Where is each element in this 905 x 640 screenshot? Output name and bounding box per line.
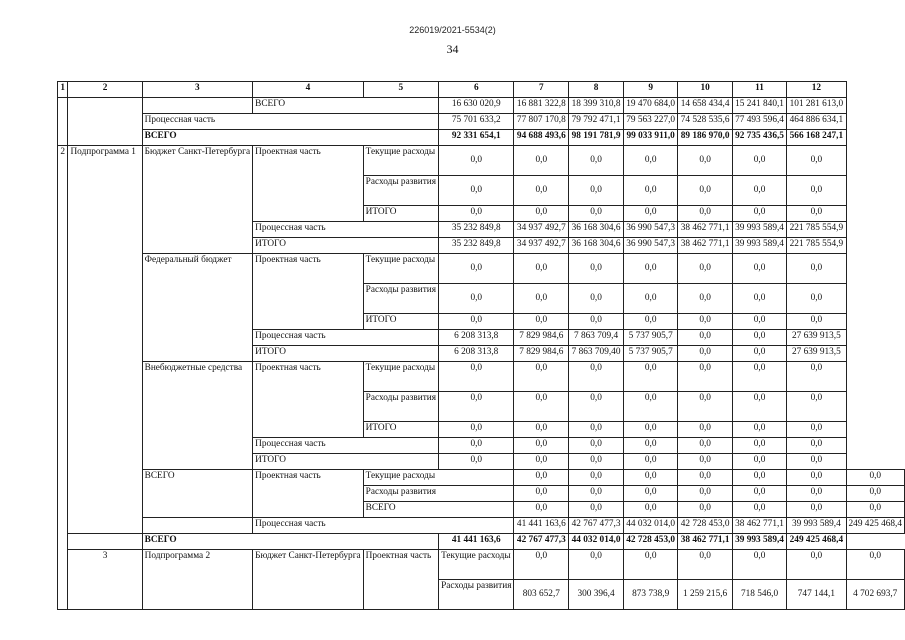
value-cell: 0,0 [569, 284, 624, 314]
value-cell: 77 807 170,8 [514, 114, 569, 130]
cell-empty [58, 98, 68, 146]
value-cell: 0,0 [623, 470, 677, 486]
expense-label: Текущие расходы [363, 146, 438, 176]
value-cell: 99 033 911,0 [623, 130, 677, 146]
part-label: Проектная часть [363, 550, 438, 610]
value-cell: 0,0 [623, 146, 677, 176]
value-cell: 0,0 [514, 284, 569, 314]
cell-empty [142, 98, 253, 114]
source-label: Внебюджетные средства [142, 362, 253, 470]
value-cell: 0,0 [787, 422, 846, 438]
value-cell: 16 881 322,8 [514, 98, 569, 114]
row-label: ИТОГО [253, 346, 439, 362]
value-cell: 0,0 [678, 330, 732, 346]
col-7: 7 [514, 82, 569, 98]
value-cell: 0,0 [569, 254, 624, 284]
value-cell: 0,0 [678, 454, 732, 470]
value-cell: 0,0 [787, 176, 846, 206]
value-cell: 34 937 492,7 [514, 222, 569, 238]
value-cell: 0,0 [439, 146, 514, 176]
column-number-row [58, 82, 905, 98]
row-label: ВСЕГО [142, 130, 438, 146]
value-cell: 0,0 [569, 362, 624, 392]
value-cell: 221 785 554,9 [787, 222, 846, 238]
part-label: Проектная часть [253, 362, 364, 438]
value-cell: 6 208 313,8 [439, 346, 514, 362]
value-cell: 0,0 [569, 454, 624, 470]
value-cell: 0,0 [623, 284, 677, 314]
value-cell: 0,0 [678, 146, 732, 176]
row-label: Процессная часть [253, 518, 514, 534]
value-cell: 0,0 [439, 438, 514, 454]
value-cell: 7 863 709,40 [569, 346, 624, 362]
value-cell: 92 331 654,1 [439, 130, 514, 146]
value-cell: 0,0 [678, 314, 732, 330]
value-cell: 0,0 [678, 346, 732, 362]
row-label: Процессная часть [253, 222, 439, 238]
value-cell: 94 688 493,6 [514, 130, 569, 146]
table-row [58, 130, 905, 146]
value-cell: 0,0 [439, 176, 514, 206]
value-cell: 300 396,4 [569, 580, 624, 610]
value-cell: 0,0 [439, 254, 514, 284]
source-label: Бюджет Санкт-Петербурга [253, 550, 364, 610]
expense-label: ВСЕГО [363, 502, 514, 518]
value-cell: 38 462 771,1 [678, 534, 732, 550]
table-row [58, 98, 905, 114]
value-cell: 0,0 [787, 206, 846, 222]
value-cell: 89 186 970,0 [678, 130, 732, 146]
value-cell: 27 639 913,5 [787, 346, 846, 362]
value-cell: 221 785 554,9 [787, 238, 846, 254]
value-cell: 0,0 [514, 550, 569, 580]
value-cell: 39 993 589,4 [732, 222, 786, 238]
expense-label: Расходы развития [439, 580, 514, 610]
value-cell: 0,0 [569, 206, 624, 222]
value-cell: 0,0 [623, 206, 677, 222]
table-row [58, 362, 905, 392]
row-number: 3 [68, 550, 142, 610]
value-cell: 19 470 684,0 [623, 98, 677, 114]
value-cell: 0,0 [439, 206, 514, 222]
expense-label: ИТОГО [363, 206, 438, 222]
part-label: Проектная часть [253, 146, 364, 222]
value-cell: 0,0 [732, 454, 786, 470]
value-cell: 7 829 984,6 [514, 346, 569, 362]
value-cell: 0,0 [678, 422, 732, 438]
value-cell: 36 168 304,6 [569, 222, 624, 238]
cell-empty [68, 98, 142, 146]
value-cell: 0,0 [439, 284, 514, 314]
value-cell: 0,0 [732, 422, 786, 438]
value-cell: 42 767 477,3 [514, 534, 569, 550]
value-cell: 7 829 984,6 [514, 330, 569, 346]
value-cell: 0,0 [623, 438, 677, 454]
value-cell: 0,0 [732, 362, 786, 392]
value-cell: 803 652,7 [514, 580, 569, 610]
subprogram-name: Подпрограмма 2 [142, 550, 253, 610]
expense-label: Текущие расходы [363, 470, 514, 486]
value-cell: 0,0 [623, 362, 677, 392]
value-cell: 0,0 [569, 502, 624, 518]
col-6: 6 [439, 82, 514, 98]
value-cell: 0,0 [439, 454, 514, 470]
value-cell: 39 993 589,4 [732, 534, 786, 550]
table-row [58, 550, 905, 580]
col-5: 5 [363, 82, 438, 98]
source-label: Федеральный бюджет [142, 254, 253, 362]
value-cell: 0,0 [623, 314, 677, 330]
table-row [58, 470, 905, 486]
value-cell: 0,0 [787, 362, 846, 392]
value-cell: 0,0 [514, 470, 569, 486]
col-4: 4 [253, 82, 364, 98]
value-cell: 0,0 [732, 330, 786, 346]
value-cell: 0,0 [846, 470, 904, 486]
value-cell: 92 735 436,5 [732, 130, 786, 146]
value-cell: 0,0 [732, 284, 786, 314]
value-cell: 566 168 247,1 [787, 130, 846, 146]
value-cell: 0,0 [732, 146, 786, 176]
value-cell: 42 767 477,3 [569, 518, 624, 534]
value-cell: 0,0 [678, 206, 732, 222]
table-row [58, 534, 905, 550]
value-cell: 39 993 589,4 [787, 518, 846, 534]
value-cell: 0,0 [732, 502, 786, 518]
col-11: 11 [732, 82, 786, 98]
value-cell: 0,0 [514, 314, 569, 330]
value-cell: 0,0 [623, 454, 677, 470]
value-cell: 0,0 [439, 422, 514, 438]
value-cell: 0,0 [732, 470, 786, 486]
value-cell: 5 737 905,7 [623, 346, 677, 362]
value-cell: 42 728 453,0 [623, 534, 677, 550]
expense-label: Текущие расходы [363, 362, 438, 392]
row-label: Процессная часть [253, 330, 439, 346]
value-cell: 0,0 [623, 486, 677, 502]
expense-label: Текущие расходы [363, 254, 438, 284]
value-cell: 39 993 589,4 [732, 238, 786, 254]
value-cell: 0,0 [732, 254, 786, 284]
value-cell: 44 032 014,0 [569, 534, 624, 550]
expense-label: Расходы развития [363, 176, 438, 206]
expense-label: Расходы развития [363, 486, 514, 502]
value-cell: 38 462 771,1 [678, 222, 732, 238]
value-cell: 27 639 913,5 [787, 330, 846, 346]
value-cell: 0,0 [732, 176, 786, 206]
col-10: 10 [678, 82, 732, 98]
value-cell: 0,0 [623, 550, 677, 580]
value-cell: 464 886 634,1 [787, 114, 846, 130]
value-cell: 0,0 [623, 502, 677, 518]
value-cell: 0,0 [787, 454, 846, 470]
value-cell: 718 546,0 [732, 580, 786, 610]
value-cell: 18 399 310,8 [569, 98, 624, 114]
value-cell: 0,0 [514, 392, 569, 422]
value-cell: 0,0 [678, 502, 732, 518]
value-cell: 0,0 [787, 502, 846, 518]
row-number: 2 [58, 146, 68, 610]
value-cell: 0,0 [732, 486, 786, 502]
value-cell: 0,0 [569, 438, 624, 454]
value-cell: 77 493 596,4 [732, 114, 786, 130]
table-row [58, 518, 905, 534]
value-cell: 0,0 [514, 206, 569, 222]
value-cell: 0,0 [514, 502, 569, 518]
table-row [58, 254, 905, 284]
value-cell: 79 563 227,0 [623, 114, 677, 130]
budget-table [57, 81, 905, 610]
value-cell: 36 990 547,3 [623, 238, 677, 254]
col-1: 1 [58, 82, 68, 98]
value-cell: 0,0 [569, 176, 624, 206]
value-cell: 0,0 [569, 146, 624, 176]
value-cell: 0,0 [678, 438, 732, 454]
value-cell: 0,0 [787, 314, 846, 330]
value-cell: 0,0 [439, 392, 514, 422]
value-cell: 0,0 [623, 254, 677, 284]
value-cell: 1 259 215,6 [678, 580, 732, 610]
value-cell: 16 630 020,9 [439, 98, 514, 114]
value-cell: 0,0 [787, 470, 846, 486]
value-cell: 0,0 [787, 438, 846, 454]
value-cell: 42 728 453,0 [678, 518, 732, 534]
value-cell: 35 232 849,8 [439, 238, 514, 254]
value-cell: 0,0 [623, 422, 677, 438]
value-cell: 7 863 709,4 [569, 330, 624, 346]
value-cell: 38 462 771,1 [678, 238, 732, 254]
value-cell: 249 425 468,4 [787, 534, 846, 550]
col-3: 3 [142, 82, 253, 98]
value-cell: 0,0 [569, 550, 624, 580]
table-row [58, 146, 905, 176]
value-cell: 0,0 [732, 438, 786, 454]
value-cell: 6 208 313,8 [439, 330, 514, 346]
value-cell: 0,0 [678, 392, 732, 422]
value-cell: 0,0 [678, 470, 732, 486]
expense-label: Расходы развития [363, 284, 438, 314]
value-cell: 0,0 [439, 362, 514, 392]
value-cell: 0,0 [569, 314, 624, 330]
value-cell: 0,0 [569, 470, 624, 486]
expense-label: ИТОГО [363, 422, 438, 438]
value-cell: 0,0 [514, 176, 569, 206]
value-cell: 0,0 [787, 486, 846, 502]
value-cell: 0,0 [439, 314, 514, 330]
value-cell: 36 168 304,6 [569, 238, 624, 254]
value-cell: 0,0 [569, 486, 624, 502]
col-2: 2 [68, 82, 142, 98]
document-id: 226019/2021-5534(2) [409, 25, 496, 35]
value-cell: 79 792 471,1 [569, 114, 624, 130]
row-label: ИТОГО [253, 454, 439, 470]
expense-label: ИТОГО [363, 314, 438, 330]
value-cell: 0,0 [569, 392, 624, 422]
cell-empty [68, 534, 142, 550]
value-cell: 873 738,9 [623, 580, 677, 610]
value-cell: 98 191 781,9 [569, 130, 624, 146]
value-cell: 101 281 613,0 [787, 98, 846, 114]
value-cell: 0,0 [623, 392, 677, 422]
value-cell: 0,0 [732, 346, 786, 362]
value-cell: 0,0 [678, 362, 732, 392]
expense-label: Текущие расходы [439, 550, 514, 580]
value-cell: 0,0 [787, 254, 846, 284]
value-cell: 0,0 [678, 550, 732, 580]
value-cell: 15 241 840,1 [732, 98, 786, 114]
page-number: 34 [446, 42, 459, 56]
value-cell: 0,0 [514, 422, 569, 438]
value-cell: 0,0 [732, 206, 786, 222]
value-cell: 0,0 [678, 284, 732, 314]
part-label: Проектная часть [253, 254, 364, 330]
value-cell: 0,0 [787, 284, 846, 314]
row-label: ВСЕГО [253, 98, 439, 114]
value-cell: 0,0 [732, 392, 786, 422]
value-cell: 4 702 693,7 [846, 580, 904, 610]
value-cell: 0,0 [732, 550, 786, 580]
cell-empty [142, 518, 253, 534]
value-cell: 0,0 [846, 502, 904, 518]
value-cell: 0,0 [678, 176, 732, 206]
value-cell: 0,0 [787, 392, 846, 422]
value-cell: 0,0 [514, 362, 569, 392]
value-cell: 44 032 014,0 [623, 518, 677, 534]
value-cell: 0,0 [678, 486, 732, 502]
value-cell: 0,0 [732, 314, 786, 330]
value-cell: 41 441 163,6 [514, 518, 569, 534]
value-cell: 0,0 [514, 438, 569, 454]
source-label: Бюджет Санкт-Петербурга [142, 146, 253, 254]
value-cell: 36 990 547,3 [623, 222, 677, 238]
value-cell: 41 441 163,6 [439, 534, 514, 550]
part-label: Проектная часть [253, 470, 364, 518]
value-cell: 249 425 468,4 [846, 518, 904, 534]
col-9: 9 [623, 82, 677, 98]
subtotal-label: ВСЕГО [142, 470, 253, 518]
subprogram-name: Подпрограмма 1 [68, 146, 142, 534]
row-label: ИТОГО [253, 238, 439, 254]
value-cell: 0,0 [514, 486, 569, 502]
value-cell: 0,0 [678, 254, 732, 284]
value-cell: 0,0 [787, 146, 846, 176]
value-cell: 0,0 [846, 550, 904, 580]
value-cell: 75 701 633,2 [439, 114, 514, 130]
value-cell: 5 737 905,7 [623, 330, 677, 346]
value-cell: 747 144,1 [787, 580, 846, 610]
value-cell: 0,0 [623, 176, 677, 206]
col-12: 12 [787, 82, 846, 98]
value-cell: 34 937 492,7 [514, 238, 569, 254]
value-cell: 0,0 [514, 146, 569, 176]
value-cell: 0,0 [514, 254, 569, 284]
value-cell: 35 232 849,8 [439, 222, 514, 238]
value-cell: 38 462 771,1 [732, 518, 786, 534]
value-cell: 0,0 [514, 454, 569, 470]
col-8: 8 [569, 82, 624, 98]
row-label: Процессная часть [142, 114, 438, 130]
row-label: ВСЕГО [142, 534, 438, 550]
table-row [58, 114, 905, 130]
value-cell: 0,0 [569, 422, 624, 438]
expense-label: Расходы развития [363, 392, 438, 422]
value-cell: 0,0 [846, 486, 904, 502]
value-cell: 74 528 535,6 [678, 114, 732, 130]
value-cell: 14 658 434,4 [678, 98, 732, 114]
row-label: Процессная часть [253, 438, 439, 454]
value-cell: 0,0 [787, 550, 846, 580]
